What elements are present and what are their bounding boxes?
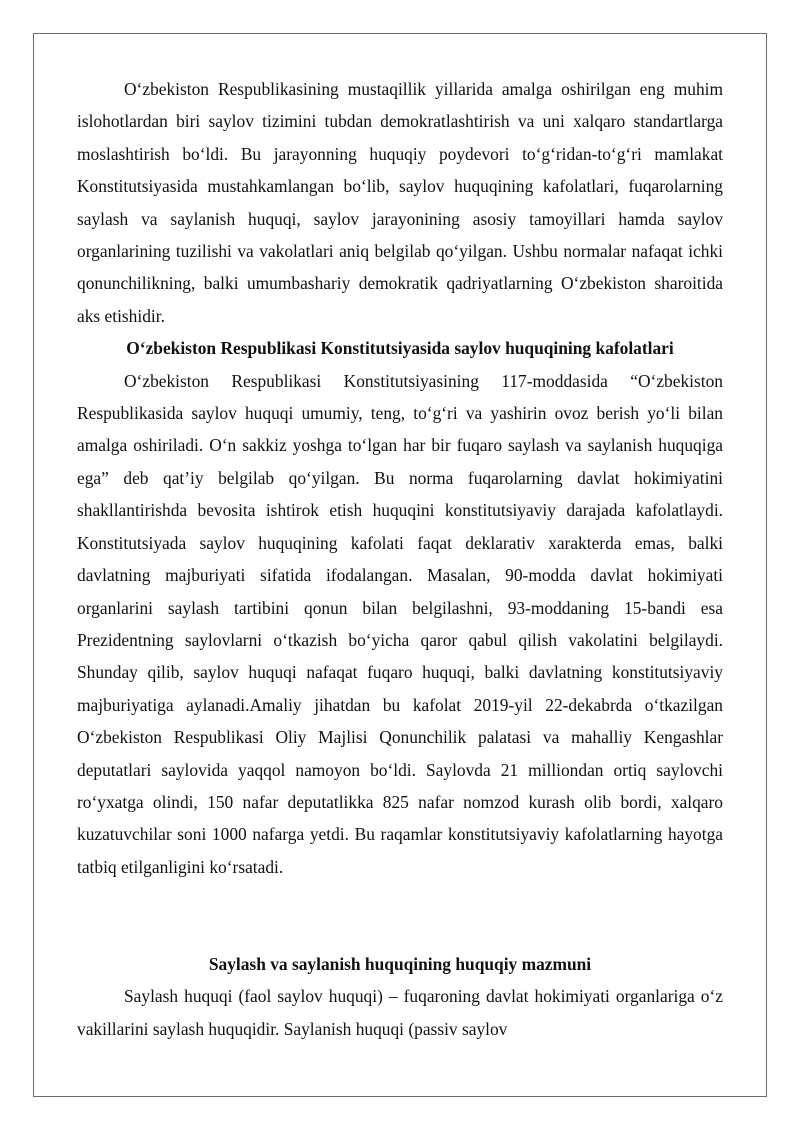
section-paragraph-constitutional-guarantees: O‘zbekiston Respublikasi Konstitutsiyasining 117-moddasida “O‘zbekiston Respublikasida saylov huquqi umumiy, teng, to‘g‘ri va yashirin ovoz berish yo‘li bilan amalga oshiriladi. O‘n sakkiz yoshga to‘lgan har bir fuqaro saylash va saylanish huquqiga ega” deb qat’iy belgilab qo‘yilgan. Bu norma fuqarolarning davlat hokimiyatini shakllantirishda bevosita ishtirok etish huquqini konstitutsiyaviy darajada kafolatlaydi. Konstitutsiyada saylov huquqining kafolati faqat deklarativ xarakterda emas, balki davlatning majburiyati sifatida ifodalangan. Masalan, 90-modda davlat hokimiyati organlarini saylash tartibini qonun bilan belgilashni, 93-moddaning 15-bandi esa Prezidentning saylovlarni o‘tkazish bo‘yicha qaror qabul qilish vakolatini belgilaydi. Shunday qilib, saylov huquqi nafaqat fuqaro huquqi, balki davlatning konstitutsiyaviy majburiyatiga aylanadi.Amaliy jihatdan bu kafolat 2019-yil 22-dekabrda o‘tkazilgan O‘zbekiston Respublikasi Oliy Majlisi Qonunchilik palatasi va mahalliy Kengashlar deputatlari saylovida yaqqol namoyon bo‘ldi. Saylovda 21 milliondan ortiq saylovchi ro‘yxatga olindi, 150 nafar deputatlikka 825 nafar nomzod kurash olib bordi, xalqaro kuzatuvchilar soni 1000 nafarga yetdi. Bu raqamlar konstitutsiyaviy kafolatlarning hayotga tatbiq etilganligini ko‘rsatadi. xyxy=(77,370,723,877)
intro-paragraph: O‘zbekiston Respublikasining mustaqillik yillarida amalga oshirilgan eng muhim islohotlardan biri saylov tizimini tubdan demokratlashtirish va uni xalqaro standartlarga moslashtirish bo‘ldi. Bu jarayonning huquqiy poydevori to‘g‘ridan-to‘g‘ri mamlakat Konstitutsiyasida mustahkamlangan bo‘lib, saylov huquqining kafolatlari, fuqarolarning saylash va saylanish huquqi, saylov jarayonining asosiy tamoyillari hamda saylov organlarining tuzilishi va vakolatlari aniq belgilab qo‘yilgan. Ushbu normalar nafaqat ichki qonunchilikning, balki umumbashariy demokratik qadriyatlarning O‘zbekiston sharoitida aks etishidir. xyxy=(77,79,723,326)
document-body xyxy=(77,73,723,1045)
section-heading-right-to-vote: Saylash va saylanish huquqining huquqiy mazmuni xyxy=(208,953,592,974)
section-paragraph-right-to-vote: Saylash huquqi (faol saylov huquqi) – fuqaroning davlat hokimiyati organlariga o‘z vakillarini saylash huquqidir. Saylanish huquqi (passiv saylov xyxy=(77,986,723,1039)
blank-lines xyxy=(77,883,723,948)
section-heading-constitutional-guarantees: O‘zbekiston Respublikasi Konstitutsiyasida saylov huquqining kafolatlari xyxy=(126,338,674,359)
